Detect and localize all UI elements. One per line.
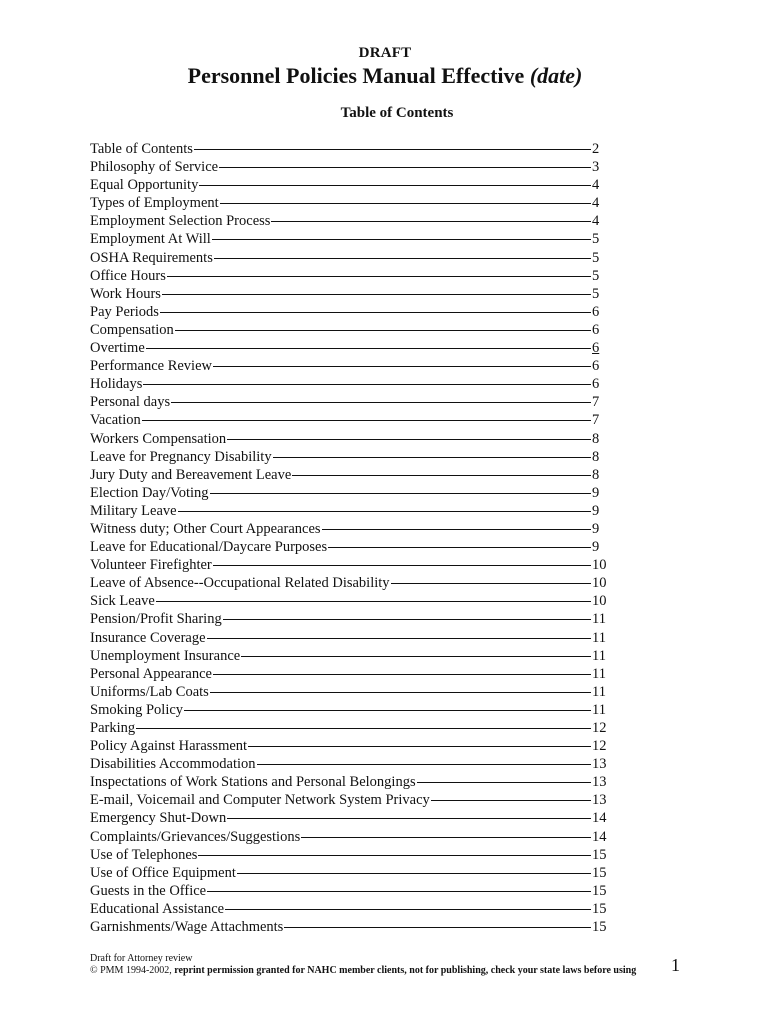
toc-entry	[90, 918, 610, 936]
toc-entry	[90, 158, 610, 176]
toc-leader-line	[178, 511, 591, 512]
toc-entry-label: Personal Appearance	[90, 665, 212, 682]
toc-entry-page: 9	[592, 484, 600, 501]
toc-entry	[90, 846, 610, 864]
document-title	[0, 63, 770, 89]
toc-entry-page: 4	[592, 213, 600, 230]
toc-leader-line	[162, 294, 591, 295]
toc-leader-line	[199, 185, 591, 186]
toc-leader-line	[212, 239, 591, 240]
toc-entry-page: 11	[592, 683, 606, 700]
toc-entry	[90, 448, 610, 466]
toc-leader-line	[214, 258, 591, 259]
toc-entry	[90, 755, 610, 773]
toc-leader-line	[207, 638, 591, 639]
toc-entry-label: Compensation	[90, 321, 174, 338]
toc-entry-page: 11	[592, 665, 606, 682]
toc-leader-line	[227, 439, 591, 440]
toc-entry	[90, 321, 610, 339]
toc-leader-line	[146, 348, 591, 349]
toc-leader-line	[237, 873, 591, 874]
toc-leader-line	[142, 420, 591, 421]
toc-entry	[90, 339, 610, 357]
toc-entry-page: 10	[592, 593, 607, 610]
toc-entry-page: 15	[592, 846, 607, 863]
toc-leader-line	[225, 909, 591, 910]
toc-entry-label: Garnishments/Wage Attachments	[90, 919, 284, 936]
toc-entry-page: 11	[592, 701, 606, 718]
toc-entry	[90, 556, 610, 574]
toc-entry-page: 8	[592, 448, 600, 465]
toc-entry-label: Complaints/Grievances/Suggestions	[90, 828, 301, 845]
toc-entry-label: Employment At Will	[90, 231, 211, 248]
toc-entry-label: Jury Duty and Bereavement Leave	[90, 466, 292, 483]
toc-entry	[90, 176, 610, 194]
toc-entry-label: Vacation	[90, 412, 141, 429]
toc-entry-label: Emergency Shut-Down	[90, 810, 227, 827]
toc-entry-label: Policy Against Harassment	[90, 738, 248, 755]
toc-entry-page: 11	[592, 647, 606, 664]
toc-entry-label: Volunteer Firefighter	[90, 557, 212, 574]
toc-entry	[90, 303, 610, 321]
toc-leader-line	[271, 221, 591, 222]
document-title-main: Personnel Policies Manual Effective	[187, 63, 530, 88]
toc-entry	[90, 683, 610, 701]
toc-entry-label: Leave of Absence--Occupational Related Disability	[90, 575, 390, 592]
toc-entry-label: Types of Employment	[90, 195, 219, 212]
toc-entry-page: 9	[592, 502, 600, 519]
toc-entry	[90, 285, 610, 303]
toc-entry-page: 13	[592, 774, 607, 791]
toc-entry	[90, 375, 610, 393]
toc-entry-label: Witness duty; Other Court Appearances	[90, 520, 321, 537]
toc-entry-page: 5	[592, 231, 600, 248]
toc-entry-page: 12	[592, 738, 607, 755]
toc-entry	[90, 719, 610, 737]
toc-entry-page: 15	[592, 900, 607, 917]
footer-review-note: Draft for Attorney review	[90, 953, 193, 964]
toc-entry-label: Sick Leave	[90, 593, 155, 610]
toc-leader-line	[213, 366, 591, 367]
toc-leader-line	[417, 782, 591, 783]
toc-entry-label: Work Hours	[90, 285, 161, 302]
toc-entry-label: Leave for Pregnancy Disability	[90, 448, 272, 465]
toc-leader-line	[198, 855, 591, 856]
toc-entry-label: Uniforms/Lab Coats	[90, 683, 209, 700]
toc-entry	[90, 357, 610, 375]
toc-entry-page: 6	[592, 358, 600, 375]
toc-leader-line	[292, 475, 591, 476]
toc-entry	[90, 230, 610, 248]
toc-leader-line	[136, 728, 591, 729]
toc-entry-label: Guests in the Office	[90, 882, 207, 899]
toc-entry-label: Employment Selection Process	[90, 213, 271, 230]
toc-entry-label: Philosophy of Service	[90, 159, 219, 176]
toc-entry-page: 13	[592, 792, 607, 809]
toc-leader-line	[328, 547, 591, 548]
toc-entry-page: 13	[592, 756, 607, 773]
toc-entry	[90, 592, 610, 610]
toc-leader-line	[322, 529, 591, 530]
toc-entry	[90, 791, 610, 809]
toc-entry-label: Educational Assistance	[90, 900, 225, 917]
toc-entry	[90, 629, 610, 647]
toc-entry	[90, 194, 610, 212]
toc-entry-label: Inspectations of Work Stations and Personal Belongings	[90, 774, 416, 791]
toc-leader-line	[184, 710, 591, 711]
toc-entry	[90, 140, 610, 158]
footer-copyright-notice: reprint permission granted for NAHC member clients, not for publishing, check your state laws before using	[174, 965, 637, 976]
toc-entry-label: Unemployment Insurance	[90, 647, 241, 664]
toc-leader-line	[213, 674, 591, 675]
toc-entry	[90, 393, 610, 411]
toc-entry	[90, 701, 610, 719]
toc-entry	[90, 484, 610, 502]
page-number: 1	[671, 955, 680, 975]
toc-entry	[90, 520, 610, 538]
toc-entry-page: 14	[592, 828, 607, 845]
toc-entry-page: 7	[592, 394, 600, 411]
toc-leader-line	[431, 800, 591, 801]
footer	[90, 953, 636, 977]
toc-leader-line	[210, 493, 591, 494]
toc-entry-page: 6	[592, 303, 600, 320]
toc-leader-line	[207, 891, 591, 892]
toc-leader-line	[248, 746, 591, 747]
toc-entry-page: 11	[592, 611, 606, 628]
toc-entry	[90, 249, 610, 267]
toc-entry-label: Insurance Coverage	[90, 629, 206, 646]
toc-entry-page: 7	[592, 412, 600, 429]
toc-entry-label: Pension/Profit Sharing	[90, 611, 222, 628]
toc-leader-line	[160, 312, 591, 313]
toc-entry-label: Personal days	[90, 394, 171, 411]
toc-leader-line	[241, 656, 591, 657]
toc-entry-page: 15	[592, 882, 607, 899]
toc-entry-label: Holidays	[90, 376, 143, 393]
draft-label: DRAFT	[358, 45, 412, 61]
toc-entry-label: Disabilities Accommodation	[90, 756, 256, 773]
toc-entry	[90, 773, 610, 791]
toc-entry-label: Election Day/Voting	[90, 484, 209, 501]
toc-entry	[90, 574, 610, 592]
toc-entry-page: 2	[592, 141, 600, 157]
document-title-date: (date)	[529, 63, 583, 88]
toc-entry-label: Use of Telephones	[90, 846, 198, 863]
toc-entry-page: 4	[592, 177, 600, 194]
toc-entry-label: Parking	[90, 720, 136, 736]
toc-leader-line	[284, 927, 591, 928]
footer-copyright	[90, 965, 636, 977]
toc-entry-page: 6	[592, 376, 600, 393]
toc-leader-line	[223, 619, 591, 620]
toc-entry-page: 6	[592, 340, 600, 357]
toc-entry	[90, 411, 610, 429]
toc-entry	[90, 900, 610, 918]
toc-entry-page: 15	[592, 919, 607, 936]
toc-entry-page: 6	[592, 321, 600, 338]
toc-leader-line	[219, 167, 591, 168]
toc-leader-line	[156, 601, 591, 602]
toc-entry	[90, 647, 610, 665]
toc-entry-label: Table of Contents	[90, 141, 193, 157]
toc-entry-page: 15	[592, 864, 607, 881]
toc-entry	[90, 267, 610, 285]
toc-entry-page: 5	[592, 267, 600, 284]
toc-entry	[90, 882, 610, 900]
toc-entry-label: Pay Periods	[90, 303, 159, 320]
toc-entry	[90, 665, 610, 683]
toc-entry-page: 9	[592, 539, 600, 556]
toc-entry	[90, 864, 610, 882]
toc-leader-line	[257, 764, 591, 765]
toc-leader-line	[391, 583, 591, 584]
toc-entry-page: 5	[592, 249, 600, 266]
toc-entry-page: 8	[592, 466, 600, 483]
toc-entry-label: Overtime	[90, 340, 145, 357]
toc-entry-label: Use of Office Equipment	[90, 864, 236, 881]
toc-entry	[90, 466, 610, 484]
toc-leader-line	[273, 457, 591, 458]
toc-entry-label: Leave for Educational/Daycare Purposes	[90, 539, 328, 556]
toc-entry-page: 3	[592, 159, 600, 176]
toc-leader-line	[194, 149, 591, 150]
toc-entry-page: 4	[592, 195, 600, 212]
toc-entry-page: 5	[592, 285, 600, 302]
toc-entry-page: 9	[592, 520, 600, 537]
footer-copyright-prefix: © PMM 1994-2002,	[90, 965, 175, 976]
toc-heading: Table of Contents	[340, 105, 454, 121]
toc-leader-line	[220, 203, 591, 204]
toc-entry-label: Smoking Policy	[90, 701, 184, 718]
toc-entry-page: 8	[592, 430, 600, 447]
toc-leader-line	[301, 837, 591, 838]
toc-entry-page: 12	[592, 720, 607, 736]
toc-entry	[90, 538, 610, 556]
toc-entry-label: Equal Opportunity	[90, 177, 199, 194]
toc-entry-label: Military Leave	[90, 502, 177, 519]
toc-entry	[90, 828, 610, 846]
toc-entry-label: Workers Compensation	[90, 430, 227, 447]
toc-entry-label: Office Hours	[90, 267, 166, 284]
toc-entry-page: 10	[592, 575, 607, 592]
toc-entry-label: Performance Review	[90, 358, 212, 375]
table-of-contents	[90, 140, 610, 936]
toc-entry-page: 10	[592, 557, 607, 574]
toc-entry	[90, 502, 610, 520]
toc-entry-page: 14	[592, 810, 607, 827]
toc-entry	[90, 809, 610, 827]
toc-leader-line	[167, 276, 591, 277]
toc-entry-label: OSHA Requirements	[90, 249, 213, 266]
toc-entry	[90, 430, 610, 448]
toc-leader-line	[210, 692, 591, 693]
toc-entry-page: 11	[592, 629, 606, 646]
toc-leader-line	[175, 330, 591, 331]
toc-leader-line	[143, 384, 591, 385]
toc-entry	[90, 737, 610, 755]
toc-leader-line	[227, 818, 591, 819]
toc-leader-line	[213, 565, 591, 566]
toc-entry	[90, 610, 610, 628]
toc-leader-line	[171, 402, 591, 403]
toc-entry	[90, 212, 610, 230]
toc-entry-label: E-mail, Voicemail and Computer Network System Privacy	[90, 792, 430, 809]
